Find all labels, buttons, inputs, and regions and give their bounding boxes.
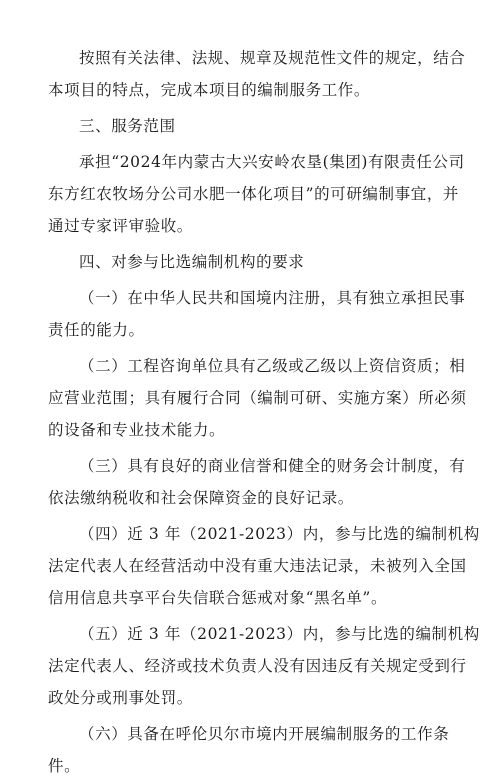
text-line: （四）近 3 年（2021-2023）内，参与比选的编制机构: [79, 525, 480, 543]
text-line: 四、对参与比选编制机构的要求: [79, 253, 305, 271]
text-line: 应营业范围；具有履行合同（编制可研、实施方案）所必须: [48, 389, 467, 407]
text-line: 信用信息共享平台失信联合惩戒对象“黑名单”。: [48, 589, 388, 607]
section-heading-requirements: [48, 246, 466, 278]
text-line: 政处分或刑事处罚。: [48, 689, 193, 707]
text-line: 的设备和专业技术能力。: [48, 421, 226, 439]
text-line: 本项目的特点，完成本项目的编制服务工作。: [48, 81, 371, 99]
text-line: 件。: [48, 757, 81, 775]
text-line: 承担“2024年内蒙古大兴安岭农垦(集团)有限责任公司: [79, 153, 465, 171]
paragraph-service-scope: [48, 146, 466, 242]
requirement-item-4: [48, 518, 480, 614]
paragraph-legal-basis: [48, 42, 466, 106]
section-heading-service-scope: [48, 110, 466, 142]
text-line: （一）在中华人民共和国境内注册，具有独立承担民事: [79, 289, 466, 307]
requirement-item-2: [48, 350, 466, 446]
requirement-item-1: [48, 282, 466, 346]
text-line: （三）具有良好的商业信誉和健全的财务会计制度，有: [79, 457, 466, 475]
text-line: （五）近 3 年（2021-2023）内，参与比选的编制机构: [79, 625, 480, 643]
text-line: 法定代表人在经营活动中没有重大违法记录，未被列入全国: [48, 557, 467, 575]
text-line: （六）具备在呼伦贝尔市境内开展编制服务的工作条: [79, 725, 450, 743]
text-line: 责任的能力。: [48, 321, 145, 339]
requirement-item-5: [48, 618, 480, 714]
text-line: 通过专家评审验收。: [48, 217, 193, 235]
requirement-item-3: [48, 450, 466, 514]
requirement-item-6: [48, 718, 466, 782]
text-line: 依法缴纳税收和社会保障资金的良好记录。: [48, 489, 354, 507]
text-line: （二）工程咨询单位具有乙级或乙级以上资信资质；相: [79, 357, 466, 375]
text-line: 东方红农牧场分公司水肥一体化项目”的可研编制事宜，并: [48, 185, 460, 203]
text-line: 法定代表人、经济或技术负责人没有因违反有关规定受到行: [48, 657, 467, 675]
text-line: 按照有关法律、法规、规章及规范性文件的规定，结合: [79, 49, 466, 67]
text-line: 三、服务范围: [79, 117, 176, 135]
